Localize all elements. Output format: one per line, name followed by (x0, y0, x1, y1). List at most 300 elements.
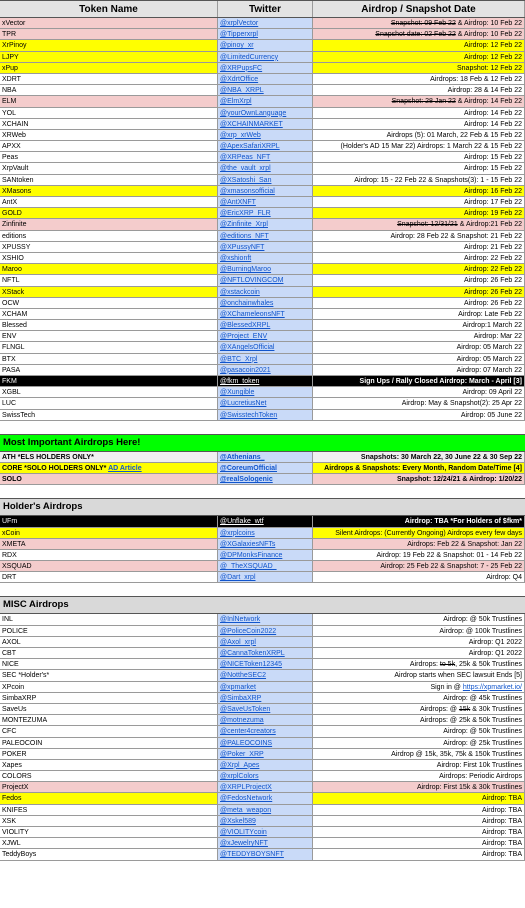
twitter-handle-link[interactable]: @xrplColors (220, 773, 259, 781)
twitter-cell (218, 648, 313, 658)
airdrop-date-cell (313, 782, 525, 792)
token-name: XrpVault (2, 165, 29, 173)
table-row (0, 208, 525, 219)
airdrop-date-cell (313, 197, 525, 207)
token-name: ATH *ELS HOLDERS ONLY* (2, 453, 94, 461)
table-row (0, 197, 525, 208)
twitter-handle-link[interactable]: @LucretiusNet (220, 400, 267, 408)
twitter-handle-link[interactable]: @Poker_XRP (220, 750, 264, 758)
table-row (0, 186, 525, 197)
table-row (0, 40, 525, 51)
table-row (0, 119, 525, 130)
token-name-cell (0, 175, 218, 185)
token-name-cell (0, 275, 218, 285)
airdrop-date-cell (313, 738, 525, 748)
table-row (0, 682, 525, 693)
table-row (0, 782, 525, 793)
twitter-handle-link[interactable]: @SimbaXRP (220, 694, 262, 702)
twitter-cell (218, 749, 313, 759)
article-link[interactable]: AD Article (108, 464, 142, 472)
airdrop-date-cell (313, 342, 525, 352)
token-name: NICE (2, 661, 19, 669)
airdrop-date-cell (313, 365, 525, 375)
token-name-cell (0, 342, 218, 352)
token-name-cell (0, 749, 218, 759)
airdrop-date-cell (313, 704, 525, 714)
twitter-handle-link[interactable]: @Unflake_wtf (220, 518, 264, 526)
airdrop-date-cell (313, 682, 525, 692)
airdrop-date-text: Airdrop: Mar 22 (473, 333, 522, 341)
token-name-cell (0, 130, 218, 140)
airdrop-date-cell (313, 18, 525, 28)
twitter-handle-link[interactable]: @BurningMaroo (220, 266, 272, 274)
airdrop-date-text: to 5k (439, 661, 456, 669)
twitter-cell (218, 715, 313, 725)
twitter-handle-link[interactable]: @Xrpl_Apes (220, 761, 260, 769)
important-airdrop-list (0, 452, 525, 486)
twitter-cell (218, 309, 313, 319)
twitter-handle-link[interactable]: @XdrtOffice (220, 75, 259, 83)
airdrop-date-cell (313, 726, 525, 736)
twitter-handle-link[interactable]: @VIOLITYcoin (220, 829, 267, 836)
twitter-cell (218, 771, 313, 781)
airdrop-date-cell (313, 561, 525, 571)
section-gap (0, 583, 525, 596)
twitter-cell (218, 18, 313, 28)
twitter-cell (218, 242, 313, 252)
twitter-handle-link[interactable]: @XChameleonsNFT (220, 310, 285, 318)
airdrop-date-text: Airdrop: Q1 2022 (468, 650, 522, 657)
twitter-cell (218, 704, 313, 714)
table-row (0, 816, 525, 827)
token-name: SEC *Holder's* (2, 672, 50, 680)
twitter-handle-link[interactable]: @NottheSEC2 (220, 672, 267, 680)
airdrop-date-text: Airdrop: 05 March 22 (456, 355, 522, 363)
airdrop-date-text: Airdrop: Q1 2022 (468, 638, 522, 646)
airdrop-date-cell (313, 793, 525, 803)
token-name: XMETA (2, 540, 26, 548)
token-name-cell (0, 40, 218, 50)
airdrop-date-cell (313, 572, 525, 582)
airdrop-date-cell (313, 354, 525, 364)
token-name-cell (0, 398, 218, 408)
twitter-cell (218, 805, 313, 815)
twitter-handle-link[interactable]: @CannaTokenXRPL (220, 650, 285, 657)
twitter-handle-link[interactable]: @Zinfinite_Xrpl (220, 221, 268, 229)
table-row (0, 52, 525, 63)
twitter-cell (218, 365, 313, 375)
twitter-handle-link[interactable]: @XGalaxiesNFTs (220, 540, 276, 548)
airdrop-date-text: Airdrop: 14 Feb 22 (464, 109, 522, 117)
twitter-handle-link[interactable]: @TEDDYBOYSNFT (220, 851, 284, 859)
twitter-handle-link[interactable]: @xrplVector (220, 20, 259, 27)
twitter-handle-link[interactable]: @CoreumOfficial (220, 464, 278, 472)
twitter-handle-link[interactable]: @SwisstechToken (220, 411, 278, 419)
airdrop-date-cell (313, 119, 525, 129)
token-name-cell (0, 410, 218, 420)
twitter-handle-link[interactable]: @the_vault_xrpl (220, 165, 271, 173)
table-row (0, 561, 525, 572)
airdrop-date-cell (313, 287, 525, 297)
table-row (0, 637, 525, 648)
signin-link[interactable]: https://xpmarket.io/ (462, 683, 522, 691)
token-name-cell (0, 376, 218, 386)
airdrop-date-cell (313, 264, 525, 274)
token-name: LJPY (2, 53, 19, 61)
airdrop-date-text: Airdrop: 07 March 22 (456, 366, 522, 374)
twitter-cell (218, 614, 313, 624)
header-row (0, 0, 525, 18)
table-row (0, 749, 525, 760)
twitter-handle-link[interactable]: @EricXRP_FLR (220, 210, 271, 218)
twitter-handle-link[interactable]: @InlNetwork (220, 616, 261, 624)
twitter-handle-link[interactable]: @SaveUsToken (220, 705, 271, 713)
token-name: ProjectX (2, 784, 29, 792)
airdrop-date-text: Airdrop: 28 Feb 22 & Snapshot: 21 Feb 22 (390, 232, 522, 240)
token-name: AXOL (2, 638, 21, 646)
twitter-cell (218, 231, 313, 241)
table-row (0, 827, 525, 838)
token-name-cell (0, 163, 218, 173)
twitter-handle-link[interactable]: @Athenians_ (220, 453, 265, 461)
token-name-cell (0, 219, 218, 229)
token-name-cell (0, 704, 218, 714)
airdrop-date-text: Snapshots: 30 March 22, 30 June 22 & 30 Sep 22 (360, 453, 522, 461)
twitter-handle-link[interactable]: @realSologenic (220, 476, 273, 484)
twitter-handle-link[interactable]: @xstackcoin (220, 288, 260, 296)
airdrop-date-text: Airdrops: @ (419, 705, 459, 713)
twitter-cell (218, 152, 313, 162)
table-row (0, 516, 525, 527)
airdrop-date-text: Snapshot: 12/31/21 (397, 221, 458, 229)
table-row (0, 376, 525, 387)
token-name-cell (0, 637, 218, 647)
table-row (0, 275, 525, 286)
twitter-handle-link[interactable]: @NFTLOVINGCOM (220, 277, 284, 285)
airdrop-date-cell (313, 208, 525, 218)
airdrop-date-text: Airdrop: 17 Feb 22 (464, 199, 522, 206)
airdrop-date-text: Airdrop: TBA (482, 840, 522, 848)
airdrop-date-text: Airdrop: 09 April 22 (462, 389, 522, 397)
token-name: INL (2, 616, 13, 624)
twitter-cell (218, 410, 313, 420)
token-name: Xapes (2, 761, 22, 769)
twitter-handle-link[interactable]: @editions_NFT (220, 232, 269, 240)
twitter-handle-link[interactable]: @AntXNFT (220, 199, 256, 206)
twitter-handle-link[interactable]: @Dart_xrpl (220, 574, 256, 582)
twitter-cell (218, 85, 313, 95)
twitter-handle-link[interactable]: @xmasonsofficial (220, 187, 275, 195)
token-name: XCHAM (2, 310, 28, 318)
airdrop-date-text: Sign in @ (430, 683, 463, 691)
airdrop-date-cell (313, 219, 525, 229)
twitter-cell (218, 626, 313, 636)
twitter-handle-link[interactable]: @Xungible (220, 389, 255, 397)
airdrop-date-cell (313, 40, 525, 50)
twitter-cell (218, 331, 313, 341)
twitter-handle-link[interactable]: @onchainwhales (220, 299, 274, 307)
airdrop-date-text: Airdrops: Feb 22 & Snapshot: Jan 22 (407, 540, 522, 548)
table-row (0, 342, 525, 353)
airdrop-date-text: Sign Ups / Rally Closed Airdrop: March - April [3] (359, 378, 522, 385)
token-name: xCoin (2, 529, 20, 537)
airdrop-date-cell (313, 130, 525, 140)
airdrop-date-text: Airdrop: TBA (482, 795, 522, 803)
twitter-handle-link[interactable]: @_TheXSQUAD_ (220, 563, 277, 571)
airdrop-date-text: Airdrop: TBA (482, 829, 522, 836)
twitter-cell (218, 163, 313, 173)
twitter-cell (218, 849, 313, 859)
token-name: XGBL (2, 389, 21, 397)
token-name-cell (0, 539, 218, 549)
token-name: VIOLITY (2, 829, 29, 836)
airdrop-date-text: & Airdrop:21 Feb 22 (457, 221, 522, 229)
airdrop-date-cell (313, 52, 525, 62)
twitter-cell (218, 175, 313, 185)
token-name: CORE *SOLO HOLDERS ONLY* (2, 464, 107, 472)
token-name-cell (0, 838, 218, 848)
twitter-cell (218, 275, 313, 285)
twitter-handle-link[interactable]: @xrplcoins (220, 529, 255, 537)
airdrop-date-cell (313, 637, 525, 647)
twitter-handle-link[interactable]: @xshionft (220, 254, 252, 262)
twitter-handle-link[interactable]: @motnezuma (220, 717, 264, 725)
twitter-cell (218, 561, 313, 571)
twitter-handle-link[interactable]: @xrp_xrWeb (220, 131, 261, 139)
twitter-cell (218, 264, 313, 274)
twitter-handle-link[interactable]: @PALEOCOINS (220, 739, 273, 747)
airdrop-date-text: Airdrop: 05 June 22 (460, 411, 522, 419)
token-name-cell (0, 354, 218, 364)
twitter-cell (218, 550, 313, 560)
airdrop-date-text: Airdrop: 05 March 22 (456, 344, 522, 352)
airdrop-date-text: Snapshot date: 02 Feb 22 (375, 31, 456, 39)
token-name-cell (0, 264, 218, 274)
airdrop-date-text: Airdrop: 19 Feb 22 (464, 210, 522, 218)
twitter-handle-link[interactable]: @FedosNetwork (220, 795, 273, 803)
airdrop-date-cell (313, 626, 525, 636)
token-name: SANtoken (2, 176, 34, 184)
airdrop-date-text: 15k (458, 705, 471, 713)
token-name: FKM (2, 378, 17, 385)
twitter-handle-link[interactable]: @XAngelsOfficial (220, 344, 275, 352)
twitter-handle-link[interactable]: @fkm_token (220, 378, 260, 385)
twitter-handle-link[interactable]: @ApexSafariXRPL (220, 143, 280, 151)
token-name-cell (0, 287, 218, 297)
airdrop-date-text: (Holder's AD 15 Mar 22) Airdrops: 1 March 22 & 15 Feb 22 (340, 143, 522, 151)
token-name: GOLD (2, 210, 22, 218)
header-airdrop-date: Airdrop / Snapshot Date (313, 1, 525, 17)
airdrop-date-cell (313, 85, 525, 95)
twitter-handle-link[interactable]: @XRPupsFC (220, 64, 263, 72)
airdrop-date-cell (313, 231, 525, 241)
table-row (0, 298, 525, 309)
twitter-cell (218, 96, 313, 106)
airdrop-date-text: Snapshot: 09 Feb 22 (390, 20, 456, 27)
token-name: AntX (2, 199, 18, 206)
twitter-handle-link[interactable]: @Xskel589 (220, 817, 256, 825)
airdrop-date-cell (313, 253, 525, 263)
token-name-cell (0, 528, 218, 538)
twitter-handle-link[interactable]: @DPMonksFinance (220, 551, 283, 559)
twitter-handle-link[interactable]: @pinoy_xr (220, 42, 254, 50)
table-row (0, 231, 525, 242)
twitter-handle-link[interactable]: @XSatoshi_San (220, 176, 272, 184)
airdrop-date-text: Airdrop: 12 Feb 22 (464, 42, 522, 50)
airdrop-date-text: Airdrop: 22 Feb 22 (464, 266, 522, 274)
token-name-cell (0, 365, 218, 375)
airdrop-date-text: Airdrop: TBA (482, 851, 522, 859)
twitter-handle-link[interactable]: @PoliceCoin2022 (220, 627, 277, 635)
table-row (0, 704, 525, 715)
token-name: XStack (2, 288, 25, 296)
twitter-handle-link[interactable]: @center4creators (220, 728, 276, 736)
twitter-cell (218, 108, 313, 118)
twitter-handle-link[interactable]: @Axol_xrpl (220, 638, 256, 646)
token-name: ELM (2, 98, 17, 106)
twitter-cell (218, 738, 313, 748)
token-name-cell (0, 693, 218, 703)
twitter-cell (218, 40, 313, 50)
twitter-handle-link[interactable]: @ElmXrpl (220, 98, 252, 106)
twitter-handle-link[interactable]: @yourOwnLanguage (220, 109, 287, 117)
twitter-cell (218, 793, 313, 803)
token-name: XSQUAD (2, 563, 32, 571)
twitter-cell (218, 398, 313, 408)
token-name: XSHIO (2, 254, 24, 262)
twitter-handle-link[interactable]: @LimitedCurrency (220, 53, 279, 61)
airdrop-date-text: Silent Airdrops: (Currently Ongoing) Airdrops every few days (335, 529, 522, 537)
token-name-cell (0, 186, 218, 196)
twitter-cell (218, 253, 313, 263)
airdrop-date-cell (313, 693, 525, 703)
twitter-cell (218, 572, 313, 582)
airdrop-date-text: Airdrop: 15 Feb 22 (464, 165, 522, 173)
token-name: CBT (2, 650, 16, 657)
table-row (0, 253, 525, 264)
token-name-cell (0, 572, 218, 582)
table-row (0, 309, 525, 320)
token-name-cell (0, 670, 218, 680)
airdrop-date-text: & Airdrop: 14 Feb 22 (455, 98, 522, 106)
twitter-handle-link[interactable]: @XRPeas_NFT (220, 154, 271, 162)
token-name-cell (0, 682, 218, 692)
airdrop-date-cell (313, 74, 525, 84)
airdrop-date-cell (313, 152, 525, 162)
airdrop-date-cell (313, 108, 525, 118)
token-name: xVector (2, 20, 26, 27)
twitter-handle-link[interactable]: @BTC_Xrpl (220, 355, 258, 363)
holders-airdrop-list (0, 516, 525, 583)
table-row (0, 331, 525, 342)
airdrop-date-text: Airdrop: Late Feb 22 (458, 310, 522, 318)
airdrop-date-text: Airdrop: First 10k Trustlines (436, 761, 522, 769)
airdrop-date-text: Airdrop: Q4 (486, 574, 522, 582)
twitter-cell (218, 726, 313, 736)
twitter-handle-link[interactable]: @BlessedXRPL (220, 322, 271, 330)
airdrop-date-cell (313, 715, 525, 725)
token-name: LUC (2, 400, 17, 408)
token-name: SwissTech (2, 411, 36, 419)
airdrop-date-cell (313, 805, 525, 815)
token-name-cell (0, 805, 218, 815)
table-row (0, 550, 525, 561)
airdrop-date-text: Airdrop: 15 Feb 22 (464, 154, 522, 162)
airdrop-date-text: Airdrop: @ 45k Trustlines (443, 694, 522, 702)
twitter-handle-link[interactable]: @NBA_XRPL (220, 87, 264, 95)
table-row (0, 572, 525, 583)
table-row (0, 18, 525, 29)
table-row (0, 726, 525, 737)
twitter-cell (218, 827, 313, 837)
airdrop-date-text: Airdrops: Periodic Airdrops (439, 773, 522, 781)
twitter-handle-link[interactable]: @XPussyNFT (220, 243, 265, 251)
table-row (0, 539, 525, 550)
airdrop-date-text: Airdrop: @ 50k Trustlines (443, 728, 522, 736)
twitter-handle-link[interactable]: @XRPLProjectX (220, 784, 272, 792)
twitter-cell (218, 682, 313, 692)
twitter-cell (218, 29, 313, 39)
token-name: POKER (2, 750, 27, 758)
airdrop-date-cell (313, 452, 525, 462)
airdrop-date-cell (313, 516, 525, 526)
token-name: FLNGL (2, 344, 25, 352)
section-title-important: Most Important Airdrops Here! (0, 434, 525, 452)
token-name: Fedos (2, 795, 22, 803)
airdrop-date-cell (313, 96, 525, 106)
token-name: UFm (2, 518, 18, 526)
token-name: XPUSSY (2, 243, 31, 251)
main-airdrop-list (0, 18, 525, 421)
twitter-cell (218, 516, 313, 526)
twitter-cell (218, 298, 313, 308)
token-name-cell (0, 474, 218, 484)
twitter-handle-link[interactable]: @Project_ENV (220, 333, 268, 341)
table-row (0, 793, 525, 804)
twitter-cell (218, 539, 313, 549)
token-name-cell (0, 771, 218, 781)
twitter-handle-link[interactable]: @Tipperxrpl (220, 31, 258, 39)
token-name-cell (0, 29, 218, 39)
token-name: xPup (2, 64, 18, 72)
token-name: APXX (2, 143, 21, 151)
twitter-handle-link[interactable]: @meta_weapon (220, 806, 272, 814)
table-row (0, 838, 525, 849)
twitter-handle-link[interactable]: @XCHAINMARKET (220, 120, 283, 128)
airdrop-date-text: Airdrop: May & Snapshot(2): 25 Apr 22 (401, 400, 522, 408)
token-name: XJWL (2, 840, 21, 848)
table-row (0, 760, 525, 771)
airdrop-date-cell (313, 771, 525, 781)
airdrop-date-text: & Airdrop: 10 Feb 22 (455, 31, 522, 39)
table-row (0, 398, 525, 409)
token-name-cell (0, 309, 218, 319)
twitter-cell (218, 816, 313, 826)
token-name-cell (0, 197, 218, 207)
twitter-handle-link[interactable]: @xpmarket (220, 683, 256, 691)
twitter-cell (218, 760, 313, 770)
table-row (0, 805, 525, 816)
token-name: XRWeb (2, 131, 26, 139)
token-name-cell (0, 659, 218, 669)
airdrop-date-cell (313, 648, 525, 658)
table-row (0, 85, 525, 96)
twitter-handle-link[interactable]: @xJewelryNFT (220, 840, 268, 848)
twitter-handle-link[interactable]: @pasacoin2021 (220, 366, 271, 374)
token-name: Zinfinite (2, 221, 27, 229)
twitter-handle-link[interactable]: @NICEToken12345 (220, 661, 282, 669)
token-name-cell (0, 550, 218, 560)
